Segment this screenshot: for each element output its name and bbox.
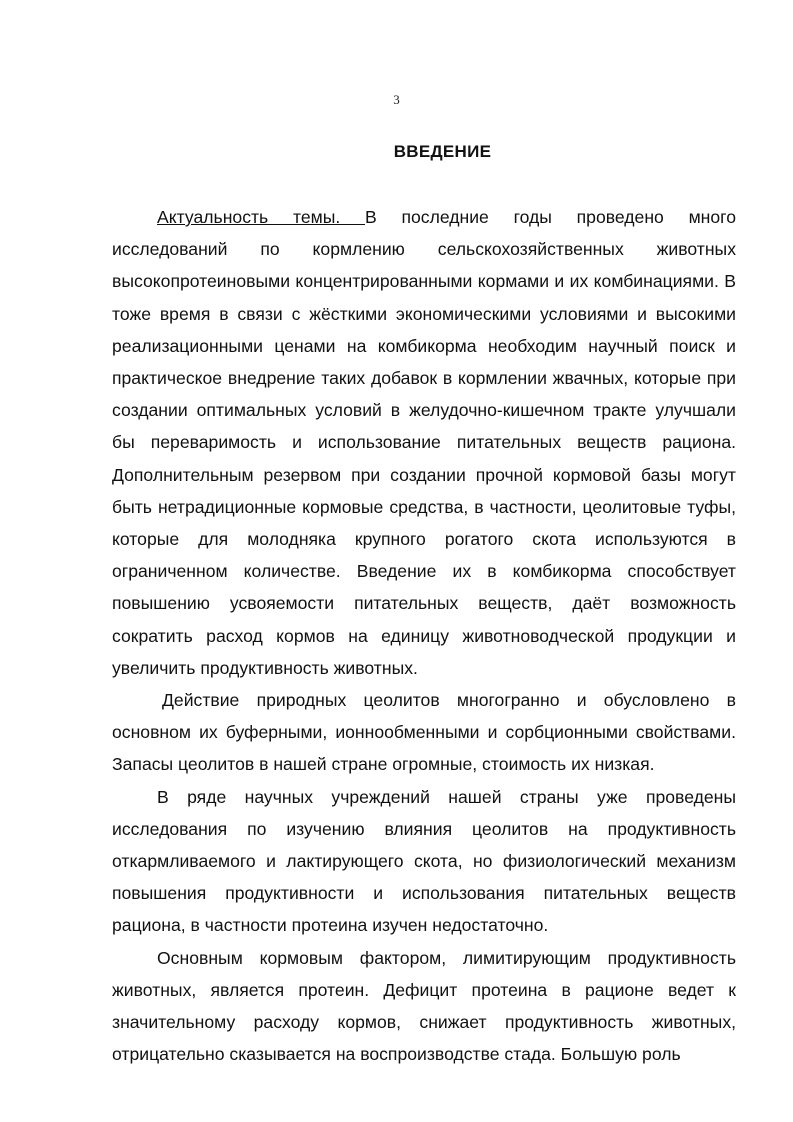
paragraph-zeolite-action: Действие природных цеолитов многогранно и обусловлено в основном их буферными, ионнообменными и сорбционными свойствами. Запасы цеолитов в нашей стране огромные, стоимость их низкая. bbox=[112, 690, 736, 775]
relevance-text: В последние годы проведено много исследований по кормлению сельскохозяйственных животных высокопротеиновыми концентрированными кормами и их комбинациями. В тоже время в связи с жёсткими экономическими условиями и высокими реализационными ценами на комбикорма необходим научный поиск и практическое внедрение таких добавок в кормлении жвачных, которые при создании оптимальных условий в желудочно-кишечном тракте улучшали бы переваримость и использование питательных веществ рациона. Дополнительным резервом при создании прочной кормовой базы могут быть нетрадиционные кормовые средства, в частности, цеолитовые туфы, которые для молодняка крупного рогатого скота используются в ограниченном количестве. Введение их в комбикорма способствует повышению усвояемости питательных веществ, даёт возможность сократить расход кормов на единицу животноводческой продукции и увеличить продуктивность животных. bbox=[112, 207, 736, 678]
paragraph-research: В ряде научных учреждений нашей страны уже проведены исследования по изучению влияния цеолитов на продуктивность откармливаемого и лактирующего скота, но физиологический механизм повышения продуктивности и использования питательных веществ рациона, в частности протеина изучен недостаточно. bbox=[112, 786, 736, 936]
page-number: 3 bbox=[393, 92, 400, 107]
relevance-lead: Актуальность темы. bbox=[157, 207, 365, 227]
paragraph-relevance bbox=[112, 201, 736, 684]
paragraph-protein: Основным кормовым фактором, лимитирующим продуктивность животных, является протеин. Дефицит протеина в рационе ведет к значительному расходу кормов, снижает продуктивность животных, отрицательно сказывается на воспроизводстве стада. Большую роль bbox=[112, 947, 736, 1065]
section-heading: ВВЕДЕНИЕ bbox=[393, 142, 492, 161]
body-text bbox=[112, 201, 736, 1070]
